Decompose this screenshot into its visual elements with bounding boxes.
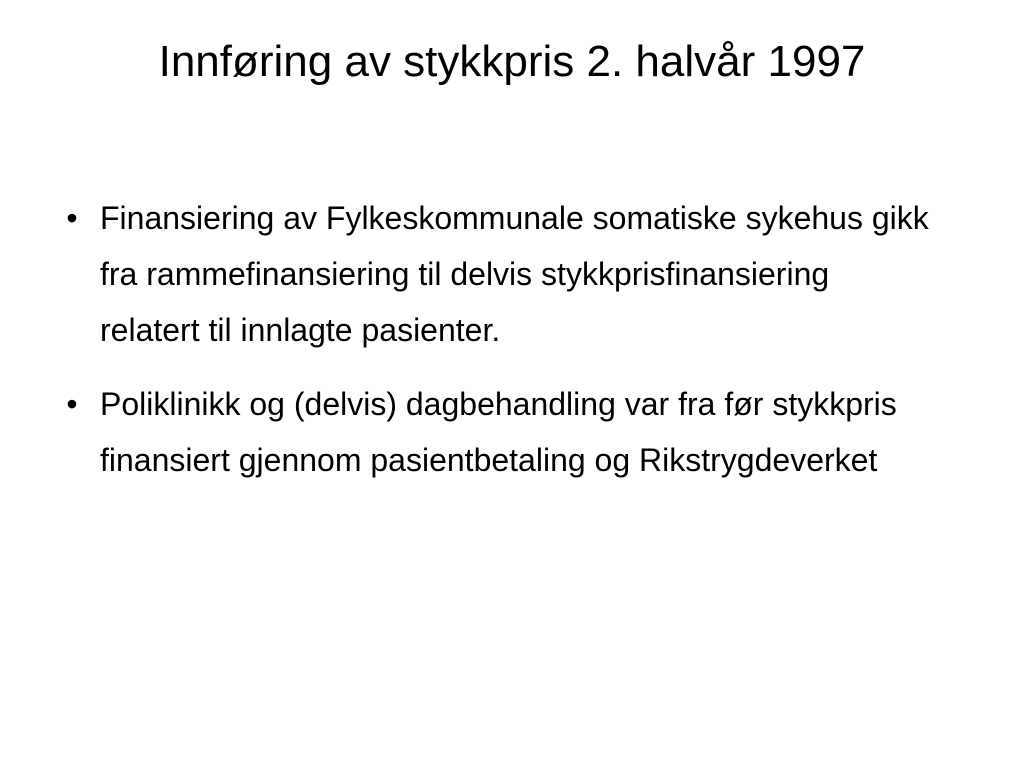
bullet-text: Poliklinikk og (delvis) dagbehandling var fra før stykkpris finansiert gjennom pasientbetaling og Rikstrygdeverket xyxy=(100,386,897,478)
bullet-text: Finansiering av Fylkeskommunale somatiske sykehus gikk fra rammefinansiering til delvis stykkprisfinansiering relatert til innlagte pasienter. xyxy=(100,200,929,348)
bullet-marker: • xyxy=(66,200,78,236)
bullet-marker: • xyxy=(66,386,78,422)
bullet-item xyxy=(56,190,936,358)
bullet-list xyxy=(56,190,936,506)
bullet-item xyxy=(56,376,936,488)
slide-title: Innføring av stykkpris 2. halvår 1997 xyxy=(158,37,866,86)
